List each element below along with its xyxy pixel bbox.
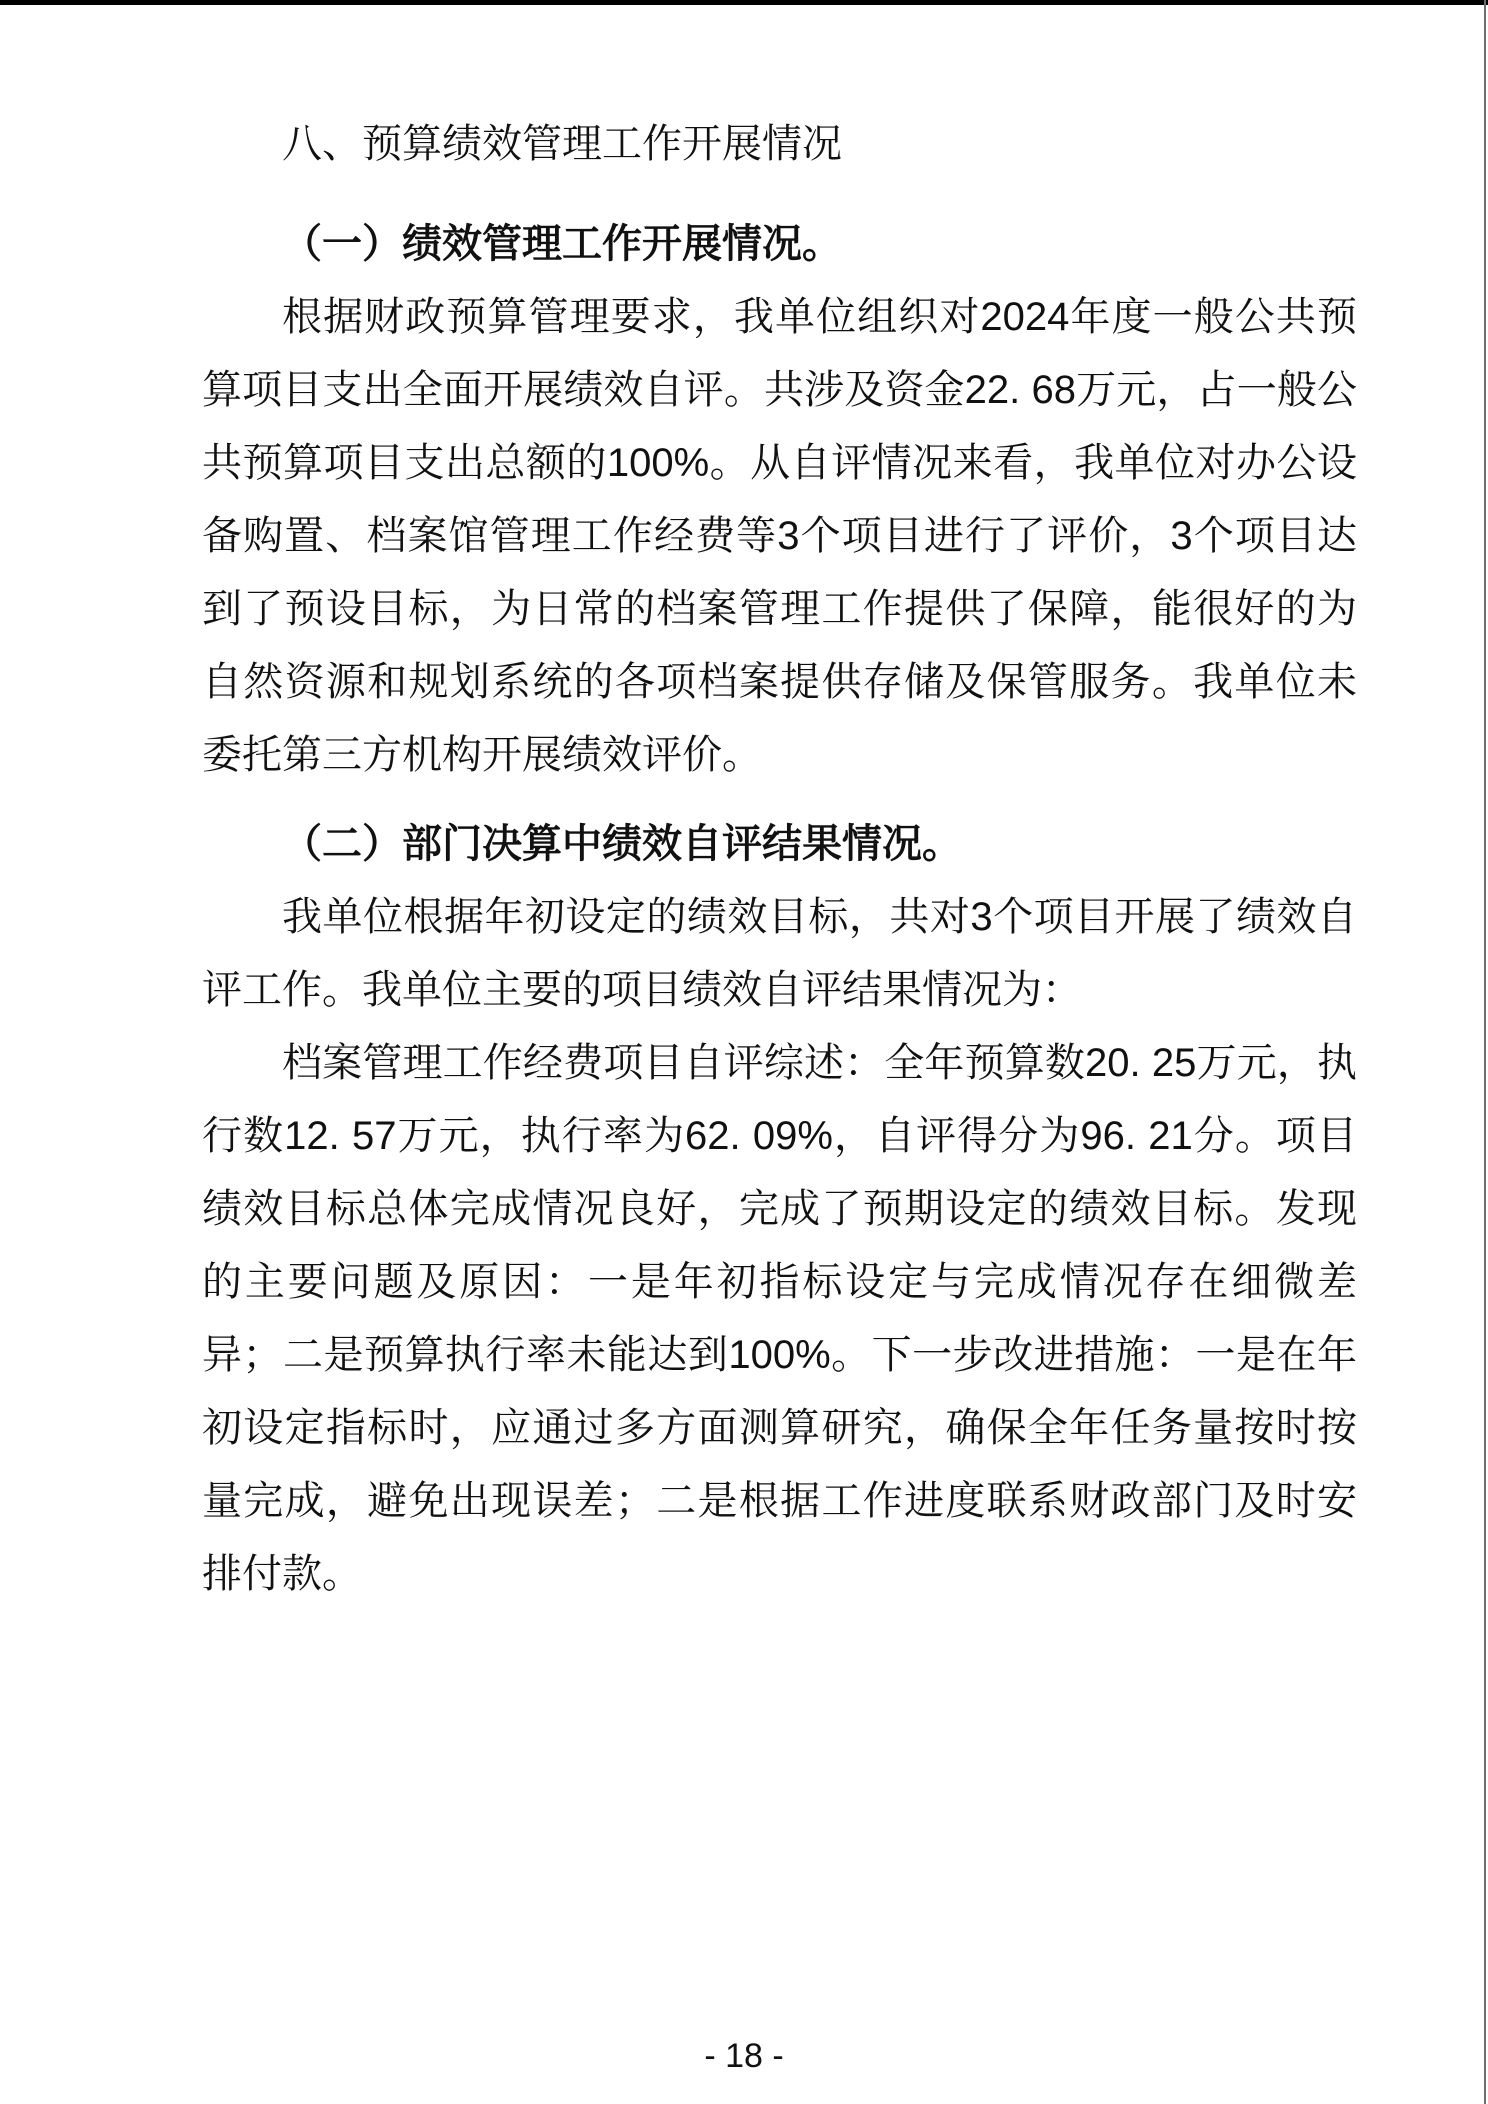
section-performance-management xyxy=(202,208,1357,792)
document-title: 八、预算绩效管理工作开展情况 xyxy=(282,122,842,166)
section-self-evaluation-results xyxy=(202,808,1357,1611)
section-2-paragraph-1: 我单位根据年初设定的绩效目标，共对3个项目开展了绩效自评工作。我单位主要的项目绩效自评结果情况为： xyxy=(202,895,1357,1012)
section-1-paragraph: 根据财政预算管理要求，我单位组织对2024年度一般公共预算项目支出全面开展绩效自评。共涉及资金22. 68万元，占一般公共预算项目支出总额的100%。从自评情况来看，我单位对办公设备购置、档案馆管理工作经费等3个项目进行了评价，3个项目达到了预设目标，为日常的档案管理工作提供了保障，能很好的为自然资源和规划系统的各项档案提供存储及保管服务。我单位未委托第三方机构开展绩效评价。 xyxy=(202,295,1357,777)
scan-edge-top xyxy=(0,0,1488,5)
scan-edge-right xyxy=(1484,0,1486,2104)
page-number: - 18 - xyxy=(704,2037,784,2075)
document-page xyxy=(202,108,1357,1611)
section-1-heading: （一）绩效管理工作开展情况。 xyxy=(282,222,842,266)
section-2-heading: （二）部门决算中绩效自评结果情况。 xyxy=(282,822,962,866)
section-2-paragraph-2: 档案管理工作经费项目自评综述：全年预算数20. 25万元，执行数12. 57万元，执行率为62. 09%，自评得分为96. 21分。项目绩效目标总体完成情况良好，完成了预期设定的绩效目标。发现的主要问题及原因：一是年初指标设定与完成情况存在细微差异；二是预算执行率未能达到100%。下一步改进措施：一是在年初设定指标时，应通过多方面测算研究，确保全年任务量按时按量完成，避免出现误差；二是根据工作进度联系财政部门及时安排付款。 xyxy=(202,1041,1357,1596)
